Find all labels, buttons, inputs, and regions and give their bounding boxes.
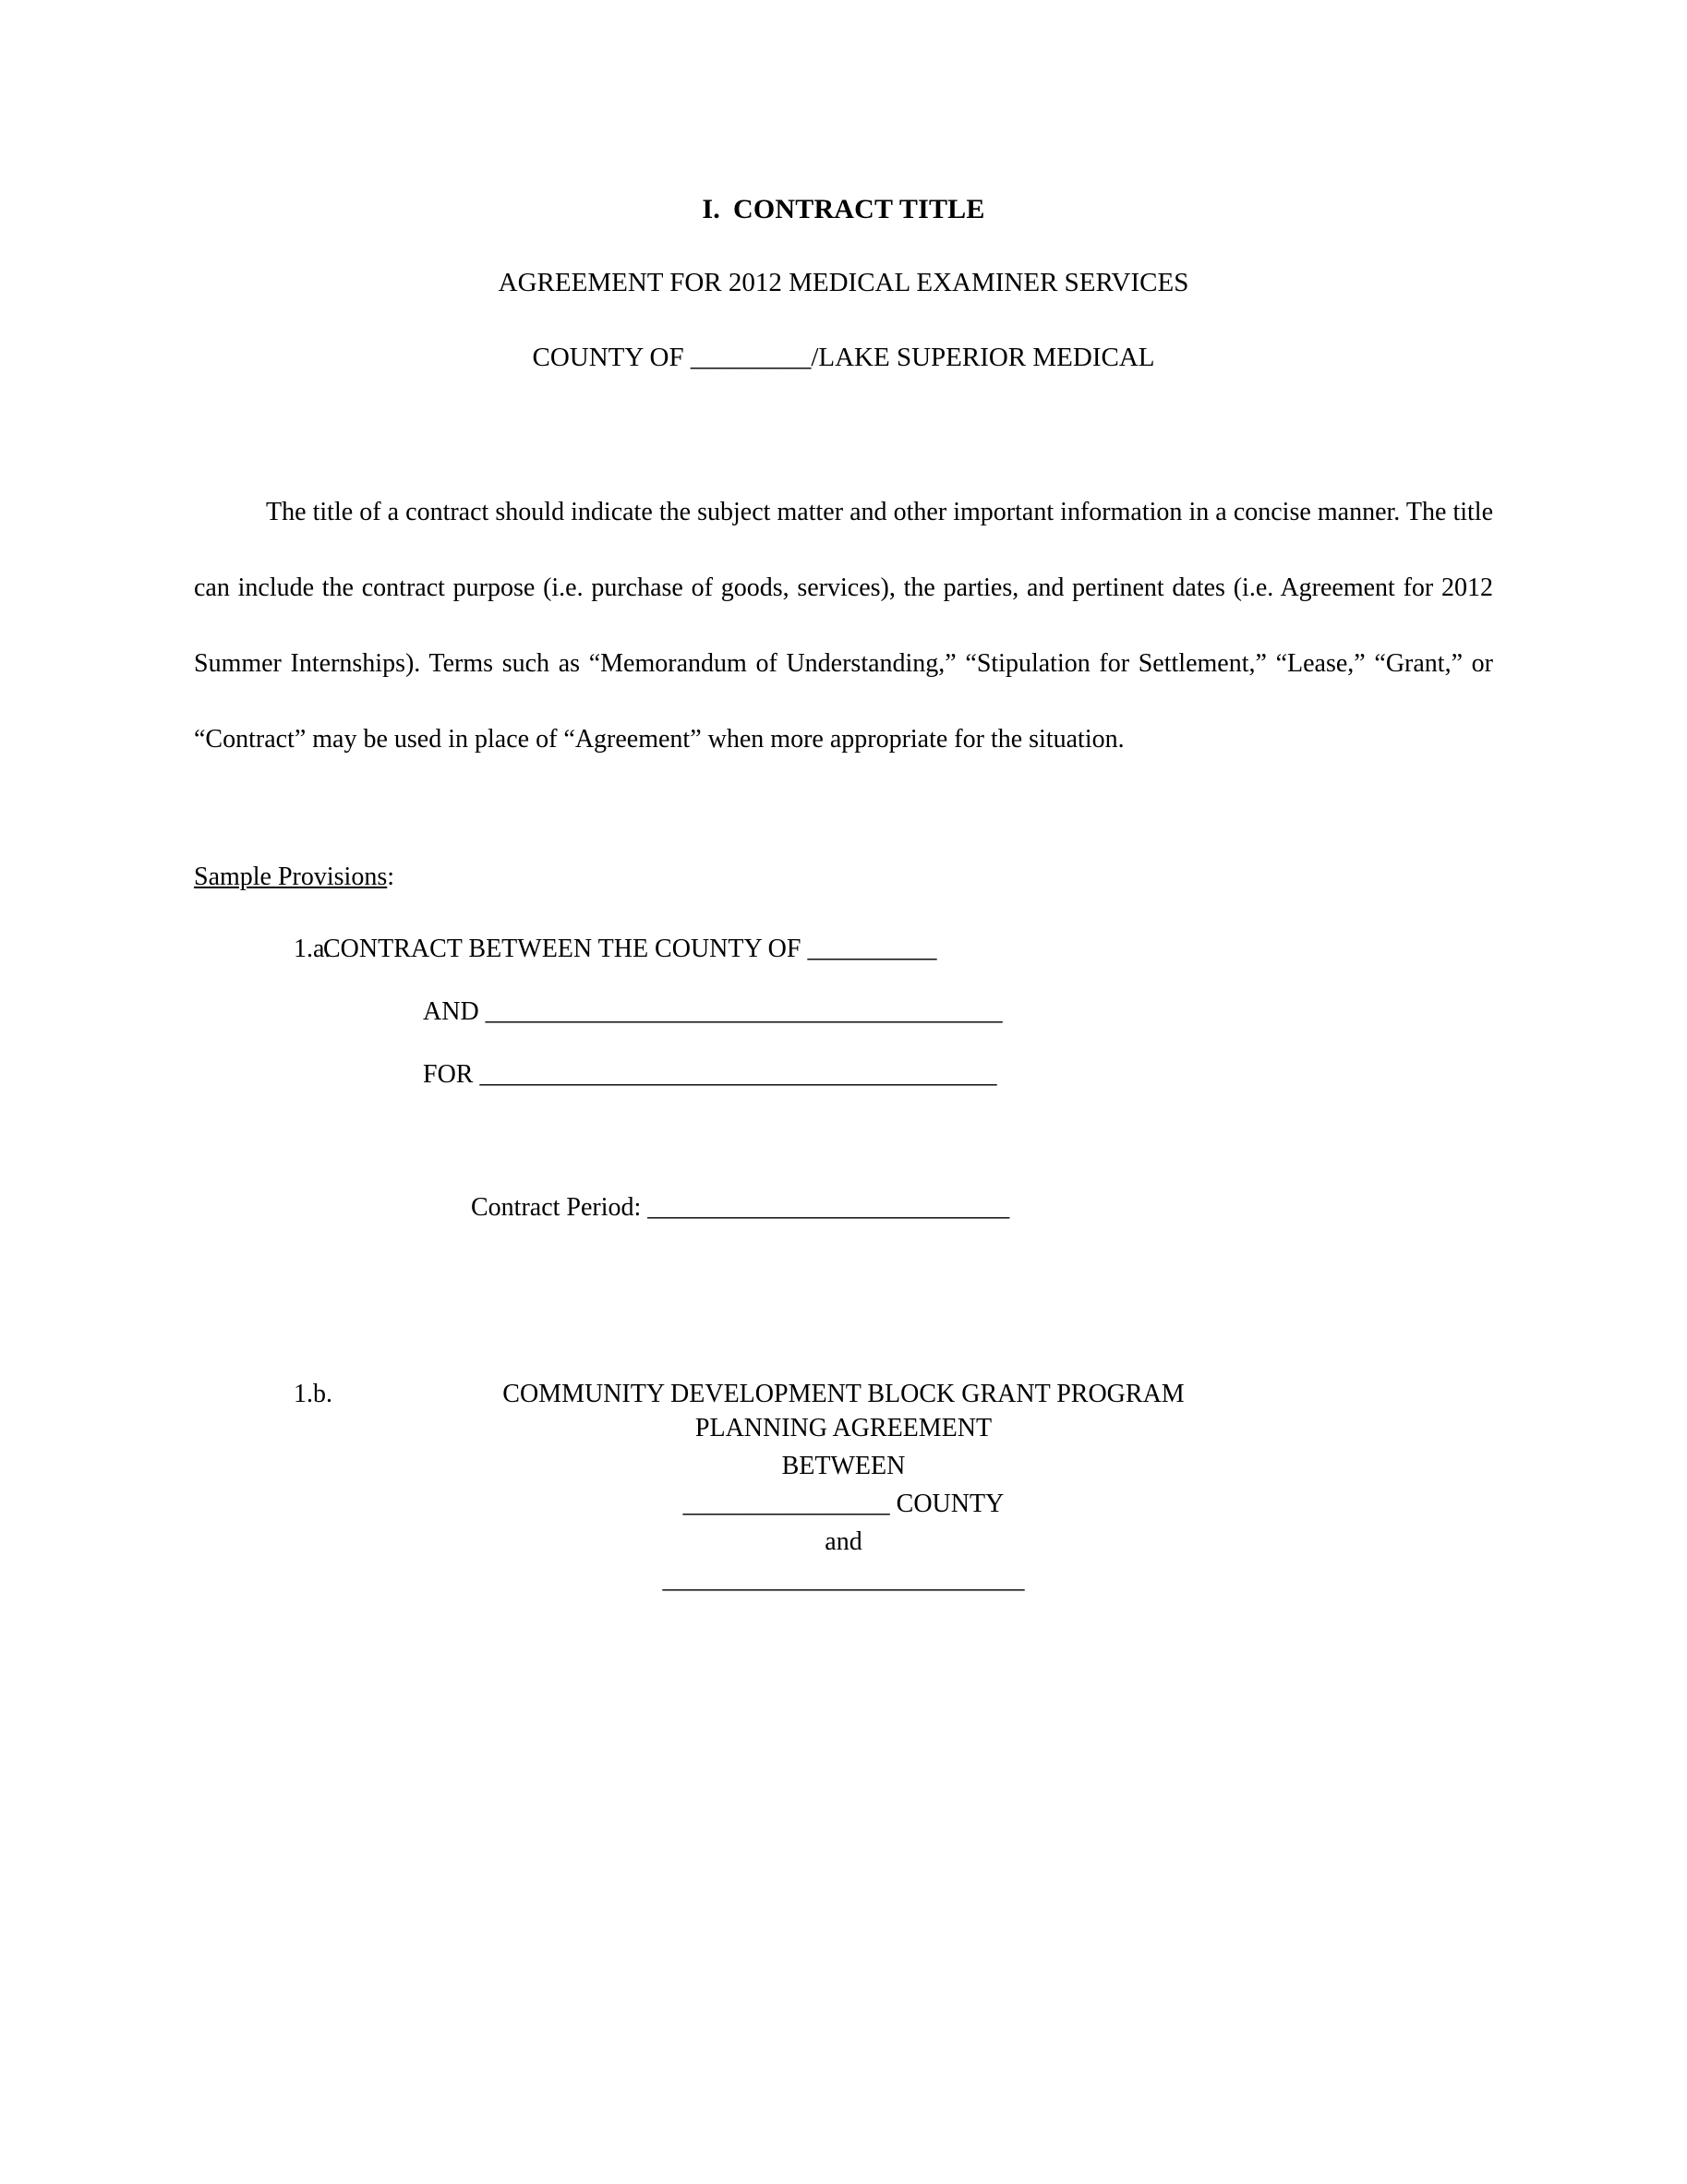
- agreement-subtitle: AGREEMENT FOR 2012 MEDICAL EXAMINER SERVICES: [498, 268, 1189, 297]
- agreement-parties-line: COUNTY OF _________/LAKE SUPERIOR MEDICAL: [532, 343, 1155, 372]
- provision-1b-line-3: BETWEEN: [781, 1452, 906, 1480]
- provision-1a-number: 1.a.: [294, 935, 331, 963]
- provision-1b: [194, 1380, 1493, 1599]
- provision-1a-line-2: AND ________________________________________: [423, 997, 1003, 1026]
- page-title-text: CONTRACT TITLE: [732, 194, 985, 224]
- provision-1a: [194, 935, 1493, 1223]
- body-paragraph: The title of a contract should indicate the subject matter and other important information in a concise manner. The title can include the contract purpose (i.e. purchase of goods, services), the parties, and pertinent dates (i.e. Agreement for 2012 Summer Internships). Terms such as “Memorandum of Understanding,” “Stipulation for Settlement,” “Lease,” “Grant,” or “Contract” may be used in place of “Agreement” when more appropriate for the situation.: [194, 498, 1493, 754]
- provision-1a-contract-period: Contract Period: ____________________________: [471, 1193, 1010, 1222]
- provision-1a-line-1: CONTRACT BETWEEN THE COUNTY OF __________: [323, 935, 937, 963]
- provision-1b-line-4: ________________ COUNTY: [682, 1490, 1005, 1518]
- provision-1b-first-line: [194, 1380, 1493, 1409]
- sample-provisions-heading: [194, 863, 1493, 892]
- provision-1b-line-5: and: [825, 1527, 862, 1556]
- provision-1b-line-6: ____________________________: [662, 1565, 1025, 1594]
- provision-1b-line-2: PLANNING AGREEMENT: [694, 1414, 993, 1442]
- provision-1a-line-3: FOR ________________________________________: [423, 1060, 997, 1089]
- provision-1a-first-line: [194, 935, 1493, 964]
- sample-provisions-colon: :: [387, 863, 395, 891]
- sample-provisions-label: Sample Provisions: [194, 863, 388, 891]
- provision-1b-body: [194, 1409, 1493, 1599]
- provision-1b-number: 1.b.: [294, 1380, 332, 1408]
- page-title-numeral: I.: [702, 194, 720, 224]
- provision-1b-line-1: COMMUNITY DEVELOPMENT BLOCK GRANT PROGRAM: [502, 1380, 1185, 1408]
- page-title: [194, 194, 1493, 225]
